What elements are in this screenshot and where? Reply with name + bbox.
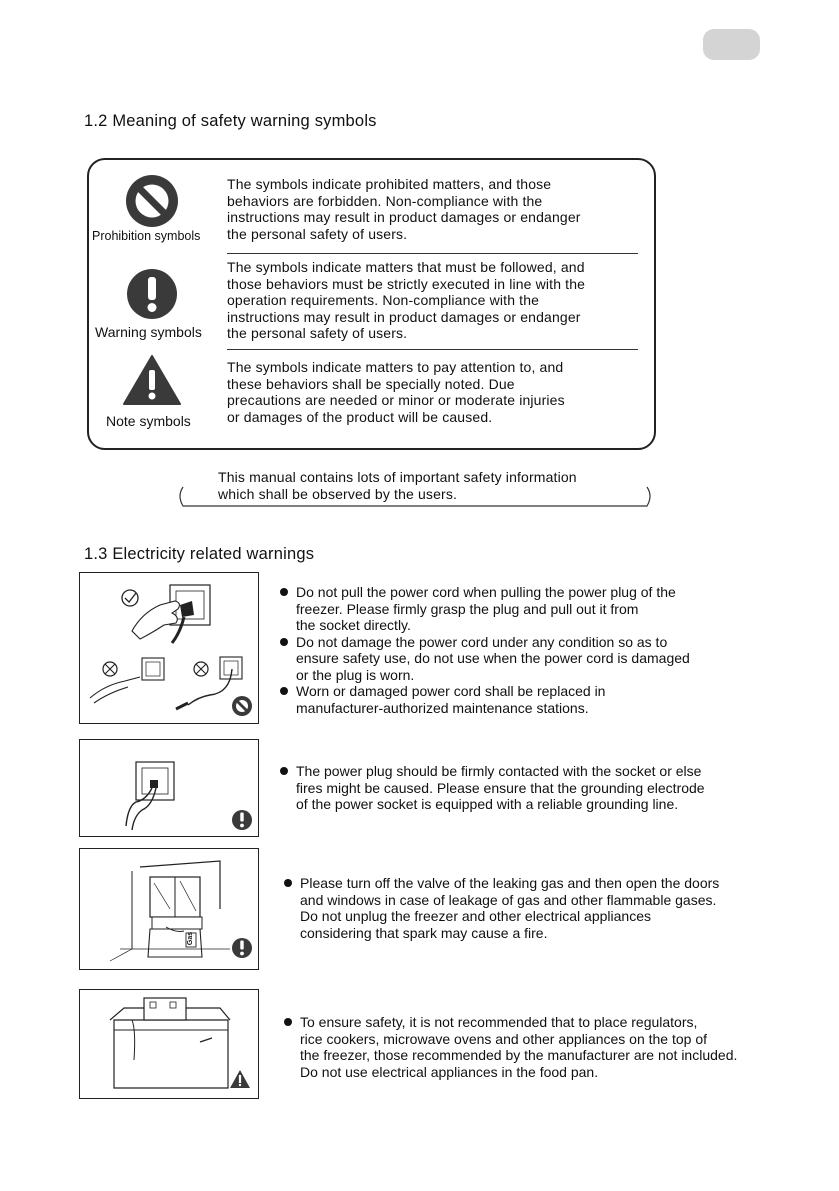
prohibition-icon [125,174,179,228]
appliance-warnings [283,1014,737,1080]
gas-label: Gas [187,931,195,946]
gas-leak-warnings [283,875,719,941]
warning-label: Warning symbols [95,324,202,340]
note-icon [122,354,182,406]
divider [227,349,638,350]
divider [227,253,638,254]
manual-note: This manual contains lots of important safety information which shall be observed by the users. [218,469,577,502]
section-title-electricity: 1.3 Electricity related warnings [84,545,315,563]
list-item: Worn or damaged power cord shall be replaced in manufacturer-authorized maintenance stations. [279,683,690,716]
illustration-gas-leak [79,848,259,970]
warning-description: The symbols indicate matters that must be followed, and those behaviors must be strictly executed in line with the operation requirements. Non-compliance with the instructions may result in product damages or endanger the personal safety of users. [227,259,586,342]
page-tab [703,29,760,60]
section-title-symbols: 1.2 Meaning of safety warning symbols [84,112,377,130]
list-item: Do not damage the power cord under any condition so as to ensure safety use, do not use when the power cord is damaged or the plug is worn. [279,634,690,684]
warning-icon [126,268,178,320]
list-item: Do not pull the power cord when pulling the power plug of the freezer. Please firmly grasp the plug and pull out it from the socket directly. [279,584,690,634]
list-item: The power plug should be firmly contacted with the socket or else fires might be caused. Please ensure that the grounding electrode of the power socket is equipped with a reliable grounding line. [279,763,705,813]
list-item: To ensure safety, it is not recommended that to place regulators, rice cookers, microwave ovens and other appliances on the top of the freezer, those recommended by the manufacturer are not included. Do not use electrical appliances in the food pan. [283,1014,737,1080]
illustration-grounding [79,739,259,837]
illustration-power-cord [79,572,259,724]
note-description: The symbols indicate matters to pay attention to, and these behaviors shall be specially noted. Due precautions are needed or minor or moderate injuries or damages of the product will be caused. [227,359,565,425]
prohibition-label: Prohibition symbols [92,229,201,243]
illustration-freezer-top [79,989,259,1099]
prohibition-description: The symbols indicate prohibited matters, and those behaviors are forbidden. Non-compliance with the instructions may result in product damages or endanger the personal safety of users. [227,176,581,242]
list-item: Please turn off the valve of the leaking gas and then open the doors and windows in case of leakage of gas and other flammable gases. Do not unplug the freezer and other electrical appliances considering that spark may cause a fire. [283,875,719,941]
power-cord-warnings [279,584,690,716]
grounding-warnings [279,763,705,813]
note-label: Note symbols [106,413,191,429]
